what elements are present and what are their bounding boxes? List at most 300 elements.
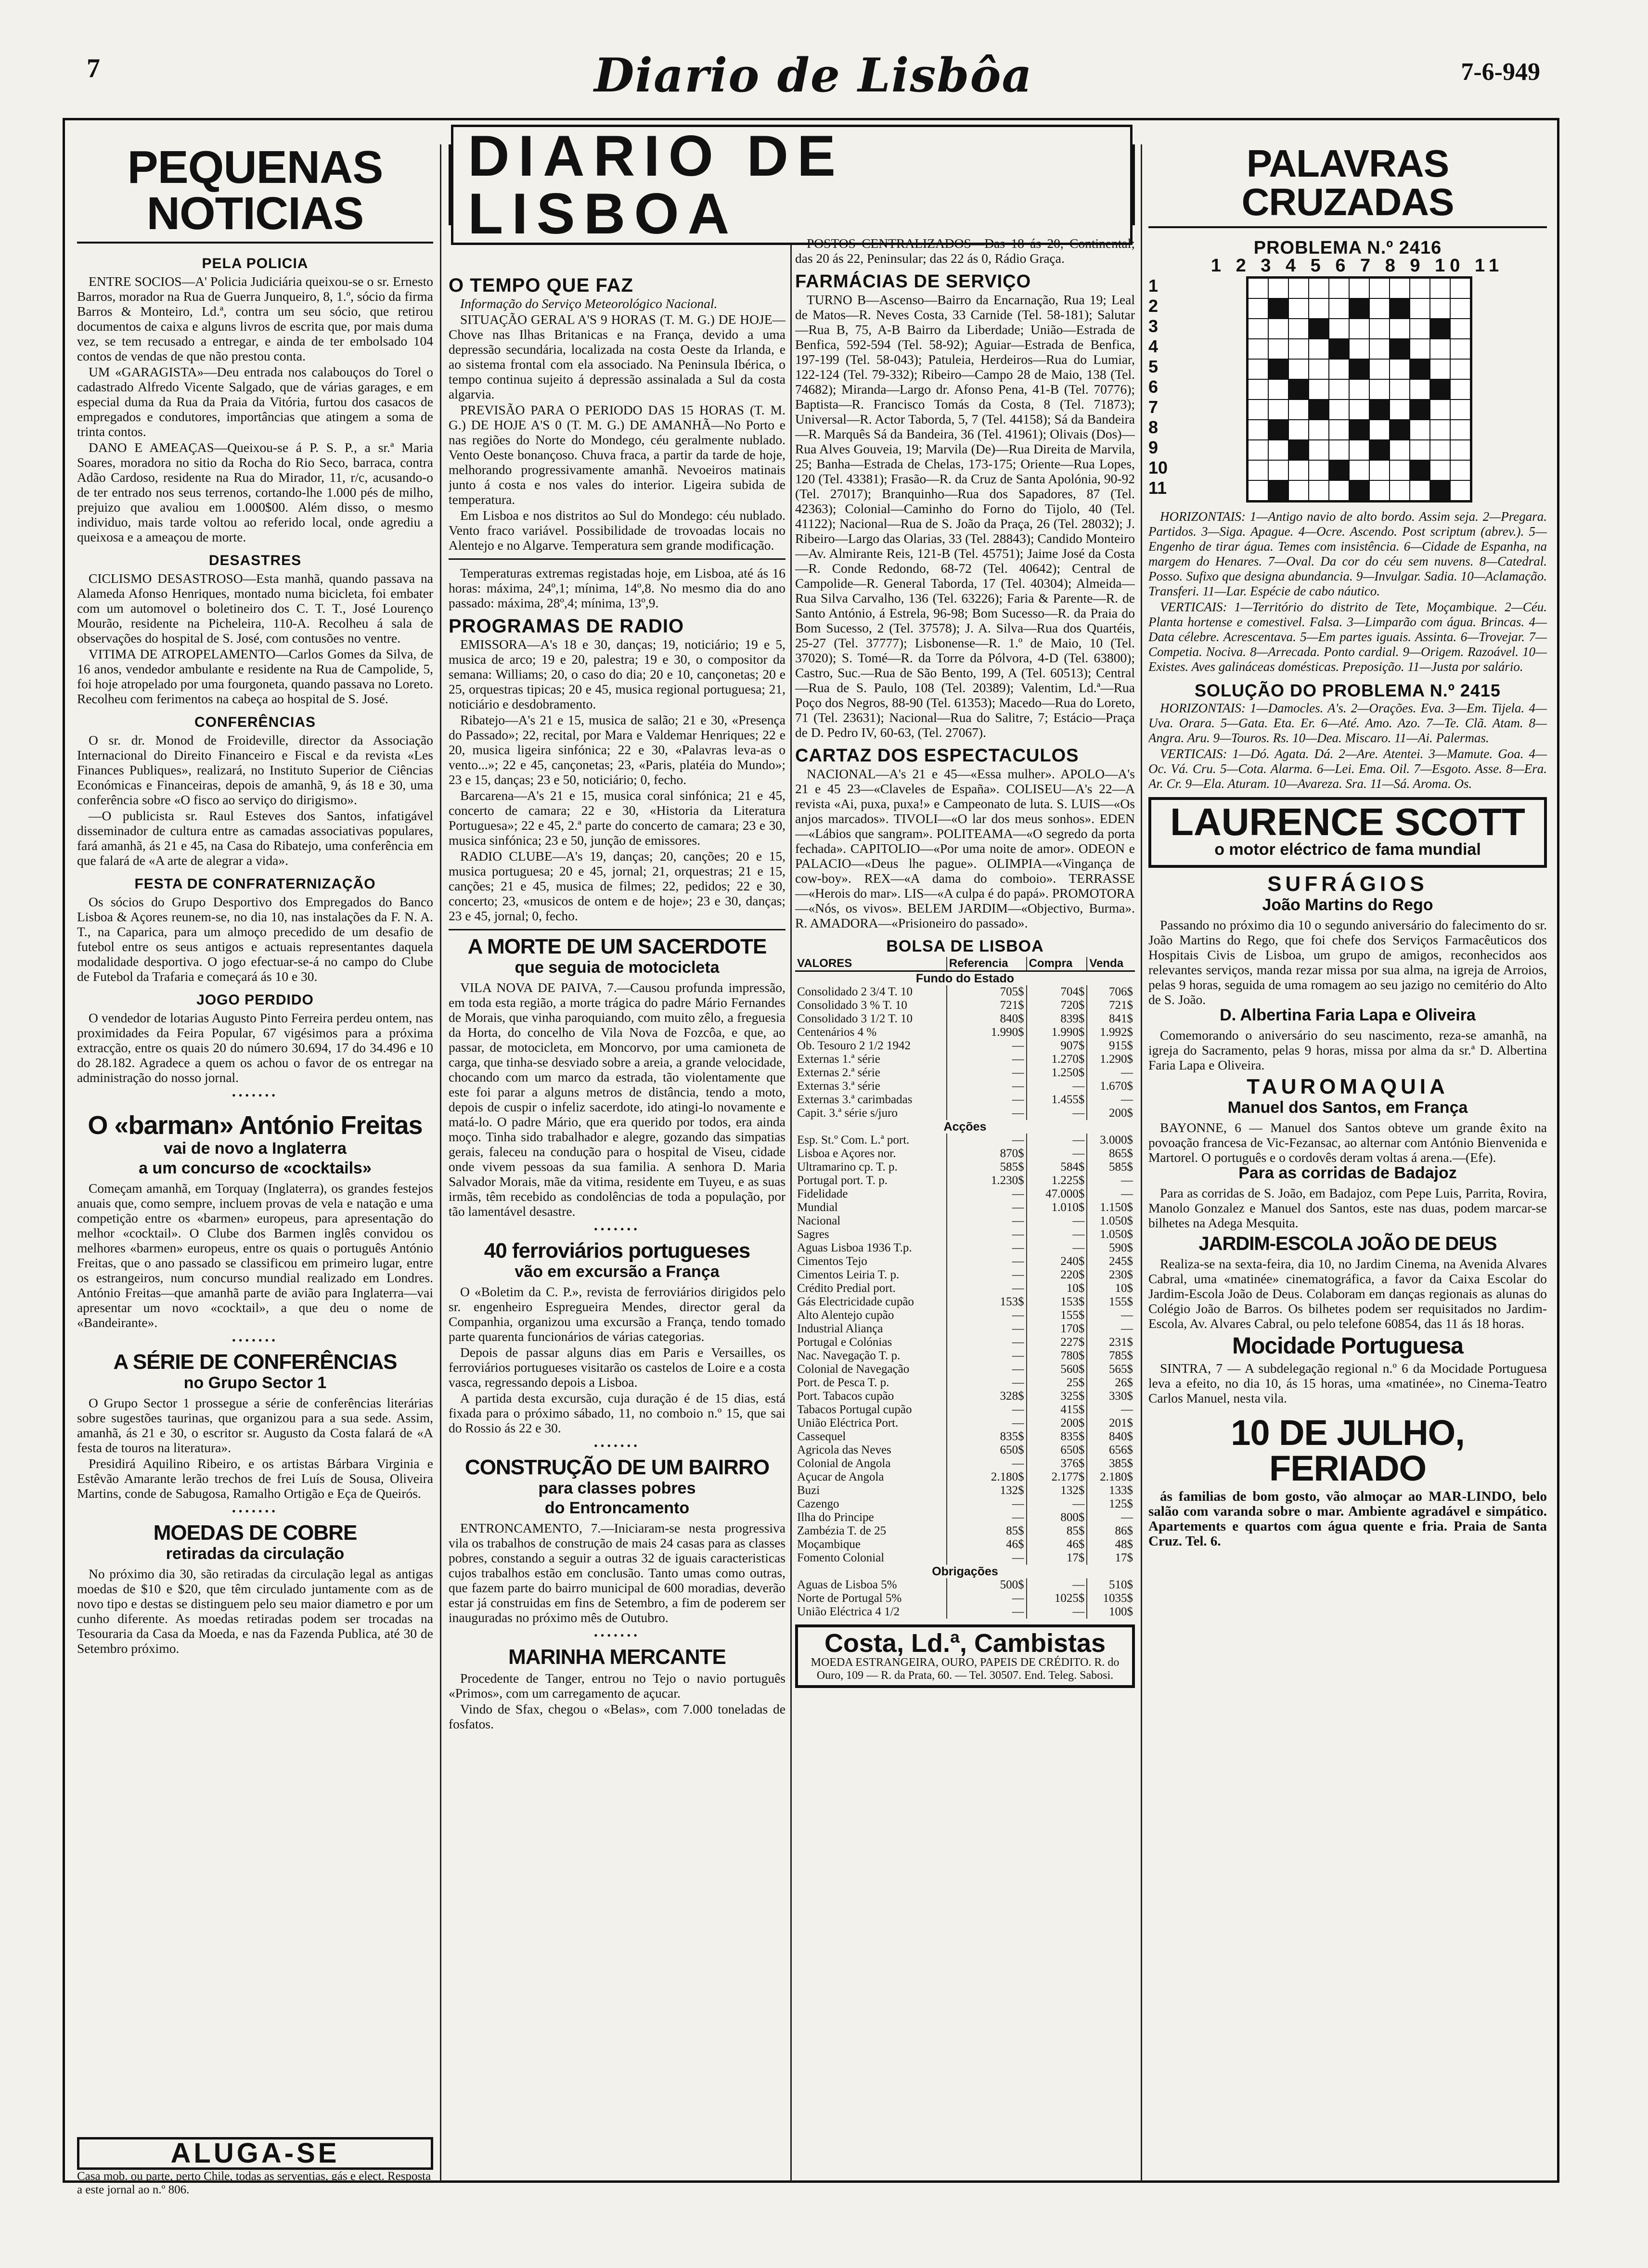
table-cell: 46$ xyxy=(947,1538,1027,1551)
table-cell: — xyxy=(947,1349,1027,1363)
crossword-row-number: 11 xyxy=(1148,478,1167,498)
crossword-cell xyxy=(1369,339,1390,359)
crossword-cell xyxy=(1390,359,1410,379)
ad-text: MOEDA ESTRANGEIRA, OURO, PAPEIS DE CRÉDITO. R. do Ouro, 109 — R. da Prata, 60. — Tel. 30507. End. Teleg. Sabosi. xyxy=(811,1656,1120,1682)
crossword-cell xyxy=(1248,480,1268,501)
crossword-cell xyxy=(1410,440,1430,460)
table-cell: 1.050$ xyxy=(1087,1214,1135,1228)
crossword-cell xyxy=(1450,460,1470,480)
crossword-cell xyxy=(1450,420,1470,440)
crossword-cell xyxy=(1410,278,1430,298)
crossword-cell xyxy=(1349,278,1369,298)
article-headline: JARDIM-ESCOLA JOÃO DE DEUS xyxy=(1198,1233,1497,1254)
article-subheadline: D. Albertina Faria Lapa e Oliveira xyxy=(1220,1006,1476,1024)
crossword-cell xyxy=(1248,339,1268,359)
crossword-row-numbers xyxy=(1148,278,1168,503)
crossword-cell xyxy=(1288,440,1309,460)
column-2 xyxy=(449,270,785,2181)
table-cell: 2.180$ xyxy=(947,1470,1027,1484)
table-cell: 585$ xyxy=(947,1160,1027,1174)
stock-table xyxy=(795,957,1135,1619)
table-cell: 201$ xyxy=(1087,1417,1135,1430)
crossword-cell xyxy=(1268,319,1288,339)
article-paragraph: VILA NOVA DE PAIVA, 7.—Causou profunda impressão, em toda esta região, a morte trágica do padre Mário Fernandes de Morais, que vinha paroquiando, com muito zêlo, a freguesia da Horta, do concelho de Vila Nova de Fozcôa, e que, ao passar, de motocicleta, em Moncorvo, por uma camioneta de carga, que tinha-se desviado sobre a areia, a grande velocidade, chocando com um marco da estrada, tão violentamente que este foi parar a alguns metros de distância, tendo a moto, depois de cuspir o infeliz sacerdote, ido atingi-lo novamente e matá-lo. O padre Mário, que era querido por todos, era ainda moço. Tinha sido trabalhador e alegre, gozando das simpatias gerais, faleceu na condução para o hospital de Viseu, cidade onde vivem pessoas da sua familia. A senhora D. Maria Salvador Morais, mãe da vitima, residente em Tuyeu, e as suas irmãs, têm recebido as condolências de toda a população, por tão lamentável desastre. xyxy=(449,980,785,1219)
table-cell: 650$ xyxy=(947,1443,1027,1457)
separator: ••••••• xyxy=(232,1089,278,1101)
table-group-heading: Acções xyxy=(943,1120,987,1134)
crossword-cell xyxy=(1248,298,1268,319)
article-paragraph: TURNO B—Ascenso—Bairro da Encarnação, Rua 19; Leal de Matos—R. Neves Costa, 33 Carnide (Tel. 58-181); Salutar—Rua B, 75, A-B Bairro da Liberdade; União—Estrada de Benfica, 592-594 (Tel. 58-92); Aguiar—Estrada de Benfica, 197-199 (Tel. 58-043); Patuleia, Herdeiros—Rua do Lumiar, 122-124 (Tel. 79-332); Ribeiro—Campo 28 de Maio, 138 (Tel. 74682); Miranda—Largo dr. Afonso Pena, 41-B (Tel. 70776); Baptista—R. Francisco Tomás da Costa, 8 (Tel. 71873); Universal—R. Actor Taborda, 5, 7 (Tel. 44158); Sá da Bandeira—R. Marquês Sá da Bandeira, 36 (Tel. 41961); Olivais (Dos)—Rua Alves Gouveia, 19; Marvila (De)—Rua Direita de Marvila, 25; Banha—Estrada de Chelas, 173-175; Oriente—Rua Lopes, 120 (Tel. 43381); Frasão—R. da Cruz de Santa Apolónia, 90-92 (Tel. 27017); Branquinho—Rua dos Sapadores, 87 (Tel. 42363); Colonial—Caminho do Forno do Tijolo, 40 (Tel. 41122); Nacional—Rua de S. João da Praça, 26 (Tel. 28032); J. Ribeiro—Largo das Olarias, 33 (Tel. 28843); Candido Monteiro—Av. Almirante Reis, 121-B (Tel. 45751); Jaime José da Costa—R. Conde Redondo, 68-72 (Tel. 40642); Central de Campolide—R. General Taborda, 17 (Tel. 40304); Almeida—Rua Silva Carvalho, 136 (Tel. 63226); Faria & Parente—R. de Santo António, á Estrela, 96-98; Bom Sucesso—R. da Praia do Bom Sucesso, 2 (Tel. 37578); J. A. Silva—Rua dos Quartéis, 25-27 (Tel. 37777); Lisbonense—R. 1.º de Maio, 10 (Tel. 37020); S. Tomé—R. da Torre da Pólvora, 4-D (Tel. 63800); Castro, Suc.—Rua de São Bento, 199, A (Tel. 60513); Central—Rua de S. Paulo, 108 (Tel. 20389); Valentim, Ld.ª—Rua Poço dos Negros, 88-90 (Tel. 61353); Macedo—Rua do Loreto, 71 (Tel. 23631); Nacional—Rua do Salitre, 7; Estácio—Praça de D. Pedro IV, 60-63, (Tel. 27067). xyxy=(795,292,1135,740)
article-paragraph: SITUAÇÃO GERAL A'S 9 HORAS (T. M. G.) DE HOJE—Chove nas Ilhas Britanicas e na França, devido a uma depressão secundária, localizada na costa Oeste da Irlanda, e ao sistema frontal com ela associado. Na Peninsula Ibérica, o tempo continua sujeito á depressão assinalada a Sul da costa algarvia. xyxy=(449,312,785,401)
table-cell: — xyxy=(947,1039,1027,1053)
news-paragraph: DANO E AMEAÇAS—Queixou-se á P. S. P., a sr.ª Maria Soares, moradora no sitio da Rocha do Rio Seco, barraca, contra Adão Cardoso, residente na Rua do Mirador, 11, r/c, acusando-o de ter entrado nos seus terrenos, cortando-lhe 1.000 pés de milho, prejuizo que avaliou em 1.000$00. Além disso, o mesmo individuo, mais tarde voltou ao referido local, onde agrediu a queixosa e a ameaçou de morte. xyxy=(77,440,433,544)
crossword-cell xyxy=(1268,399,1288,420)
crossword-cell xyxy=(1268,379,1288,399)
table-cell: Cazengo xyxy=(797,1497,839,1510)
table-row xyxy=(795,1417,1135,1430)
article-paragraph: Começam amanhã, em Torquay (Inglaterra), os grandes festejos anuais que, como sempre, incluem provas de vela e natação e uma competição entre os «barmen» europeus, para apresentação do melhor «cocktail». O Clube dos Barmen inglês convidou os melhores «barmen» europeus, entre os quais o português António Freitas, que o ano passado se classificou em primeiro lugar, entre os estrangeiros, num concurso mundial realizado em Londres. António Freitas—que amanhã parte de avião para Inglaterra—vai apresentar um novo «cocktail», a que deu o nome de «Bandeirante». xyxy=(77,1181,433,1330)
article-subheadline: Informação do Serviço Meteorológico Nacional. xyxy=(460,296,718,311)
table-cell: — xyxy=(1087,1187,1135,1201)
crossword-cell xyxy=(1450,480,1470,501)
crossword-row-number: 7 xyxy=(1148,397,1159,417)
table-cell: Agricola das Neves xyxy=(797,1443,891,1456)
crossword-cell xyxy=(1390,339,1410,359)
table-cell: 500$ xyxy=(947,1578,1027,1592)
table-cell: 705$ xyxy=(947,985,1027,999)
table-cell: 17$ xyxy=(1087,1551,1135,1565)
crossword-cell xyxy=(1369,440,1390,460)
table-cell: — xyxy=(1027,1578,1087,1592)
table-cell: 153$ xyxy=(947,1295,1027,1309)
table-row xyxy=(795,1160,1135,1174)
table-cell: — xyxy=(947,1309,1027,1322)
advertisement xyxy=(795,1624,1135,1688)
table-cell: Nac. Navegação T. p. xyxy=(797,1349,901,1362)
article-paragraph: BAYONNE, 6 — Manuel dos Santos obteve um grande êxito na povoação francesa de Vic-Fezansac, ao alternar com António Bienvenida e Martorel. O português e o cordovês deram voltas á arena.—(Efe). xyxy=(1148,1120,1547,1165)
crossword-cell xyxy=(1450,359,1470,379)
crossword-cell xyxy=(1430,298,1450,319)
crossword-cell xyxy=(1390,440,1410,460)
crossword-cell xyxy=(1430,278,1450,298)
table-cell: Gás Electricidade cupão xyxy=(797,1295,914,1308)
crossword-row-number: 9 xyxy=(1148,438,1159,457)
crossword-cell xyxy=(1268,359,1288,379)
table-row xyxy=(795,1470,1135,1484)
table-cell: Açucar de Angola xyxy=(797,1470,884,1483)
table-cell: 325$ xyxy=(1027,1390,1087,1403)
ad-text: ás familias de bom gosto, vão almoçar ao MAR-LINDO, belo salão com varanda sobre o mar. Ambiente agradável e simpático. Apartements e quartos com água quente e fria. Praia de Santa Cruz. Tel. 6. xyxy=(1148,1489,1547,1549)
table-cell: Aguas Lisboa 1936 T.p. xyxy=(797,1241,912,1254)
crossword-clues-vertical: VERTICAIS: 1—Território do distrito de Tete, Moçambique. 2—Céu. Planta hortense e comestivel. Falsa. 3—Limparão com água. Brincas. 4—Data célebre. Acrescentava. 5—Em partes iguais. Assinta. 6—Trovejar. 7—Competia. Nociva. 8—Arrecada. Ponto cardial. 9—Origem. Razoável. 10—Existes. Aves galináceas domésticas. Preposição. 11—Justa por salário. xyxy=(1148,600,1547,674)
table-cell: Norte de Portugal 5% xyxy=(797,1592,902,1605)
crossword-cell xyxy=(1349,339,1369,359)
table-cell: Port. de Pesca T. p. xyxy=(797,1376,889,1389)
table-cell: Buzi xyxy=(797,1484,820,1497)
crossword-cell xyxy=(1329,460,1349,480)
table-cell: 780$ xyxy=(1027,1349,1087,1363)
crossword-cell xyxy=(1309,319,1329,339)
table-cell: 721$ xyxy=(1087,999,1135,1012)
table-cell: — xyxy=(947,1551,1027,1565)
article-paragraph: ENTRONCAMENTO, 7.—Iniciaram-se nesta progressiva vila os trabalhos de construção de mais 24 casas para as classes pobres, constando a seguir a outras 32 de iguais caracteristicas cujos trabalhos estão em conclusão. Tanto umas como outras, que fazem parte do bairro municipal de 600 moradias, deverão estar já construidas em fins de Setembro, a fim de poderem ser inauguradas no próximo mês de Outubro. xyxy=(449,1521,785,1625)
table-cell: 1.010$ xyxy=(1027,1201,1087,1214)
table-group-heading: Obrigações xyxy=(932,1565,998,1578)
crossword-cell xyxy=(1369,399,1390,420)
column-divider xyxy=(440,144,441,2181)
table-cell: 231$ xyxy=(1087,1336,1135,1349)
table-cell: — xyxy=(1087,1093,1135,1107)
table-row xyxy=(795,1026,1135,1039)
crossword-cell xyxy=(1410,420,1430,440)
solution-horizontal: HORIZONTAIS: 1—Damocles. A's. 2—Orações. Eva. 3—Em. Tijela. 4—Uva. Orara. 5—Gata. Eta. Er. 6—Até. Amo. Azo. 7—Te. Clã. Atam. 8—Angra. Aru. 9—Touros. Rs. 10—Dea. Miscaro. 11—Ai. Palermas. xyxy=(1148,701,1547,745)
table-row xyxy=(795,1592,1135,1605)
crossword-cell xyxy=(1268,298,1288,319)
crossword-cell xyxy=(1288,359,1309,379)
table-cell: Ilha do Principe xyxy=(797,1511,874,1524)
table-cell: Fidelidade xyxy=(797,1187,848,1200)
table-row xyxy=(795,1295,1135,1309)
crossword-cell xyxy=(1248,420,1268,440)
table-cell: 132$ xyxy=(947,1484,1027,1497)
crossword-cell xyxy=(1309,339,1329,359)
table-cell: 1.150$ xyxy=(1087,1201,1135,1214)
divider xyxy=(449,929,785,930)
table-cell: 170$ xyxy=(1027,1322,1087,1336)
article-paragraph: Para as corridas de S. João, em Badajoz, com Pepe Luis, Parrita, Rovira, Manolo Gonzalez e Manuel dos Santos, este nas duas, podem marcar-se bilhetes na Adega Mesquita. xyxy=(1148,1186,1547,1230)
table-cell: 1.270$ xyxy=(1027,1053,1087,1066)
crossword-cell xyxy=(1288,480,1309,501)
table-cell: 585$ xyxy=(1087,1160,1135,1174)
table-cell: 915$ xyxy=(1087,1039,1135,1053)
article-headline: CARTAZ DOS ESPECTACULOS xyxy=(795,746,1079,766)
column-4 xyxy=(1148,144,1547,2181)
table-cell: — xyxy=(947,1282,1027,1295)
article-headline: Mocidade Portuguesa xyxy=(1232,1333,1463,1359)
table-cell: Crédito Predial port. xyxy=(797,1282,896,1295)
table-cell: 870$ xyxy=(947,1147,1027,1160)
table-cell: 720$ xyxy=(1027,999,1087,1012)
table-cell: Ultramarino cp. T. p. xyxy=(797,1160,898,1173)
table-cell: — xyxy=(947,1201,1027,1214)
article-paragraph: POSTOS CENTRALIZADOS—Das 18 ás 20, Continental; das 20 ás 22, Peninsular; das 22 ás 0, Rádio Graça. xyxy=(795,236,1135,266)
table-row xyxy=(795,1214,1135,1228)
crossword-cell xyxy=(1349,319,1369,339)
article-paragraph: No próximo dia 30, são retiradas da circulação legal as antigas moedas de $10 e $20, que têm circulado juntamente com as de novo tipo e destas se distinguem pelo seu maior diametro e por um cunho diferente. As moedas retiradas podem ser trocadas na Tesouraria da Casa da Moeda, e nas da Fazenda Publica, até 30 de Setembro próximo. xyxy=(77,1566,433,1656)
crossword-cell xyxy=(1430,420,1450,440)
table-cell: — xyxy=(1027,1241,1087,1255)
article-headline: O «barman» António Freitas xyxy=(88,1111,423,1140)
separator: ••••••• xyxy=(232,1334,278,1346)
table-row xyxy=(795,1524,1135,1538)
table-row xyxy=(795,1201,1135,1214)
newspaper-title: Diario de Lisbôa xyxy=(594,48,1033,103)
news-paragraph: O vendedor de lotarias Augusto Pinto Ferreira perdeu ontem, nas proximidades da Feira Popular, 67 vigésimos para a próxima extracção, entre os quais 20 do número 30.694, 17 do 34.496 e 10 do 28.182. Agradece a quem os achou o favor de os entregar na administração do nosso jornal. xyxy=(77,1010,433,1085)
article-paragraph: Ribatejo—A's 21 e 15, musica de salão; 21 e 30, «Presença do Passado»; 22, recital, por Mara e Valdemar Henriques; 22 e 20, musica ligeira sinfónica; 22 e 30, «Palavras leva-as o vento...»; 22 e 45, cançonetas; 23, «Paris, platéia do Mundo»; 23 e 15, danças; 23 e 50, noticiário; 0, fecho. xyxy=(449,712,785,787)
table-row xyxy=(795,1147,1135,1160)
table-cell: 240$ xyxy=(1027,1255,1087,1268)
news-paragraph: UM «GARAGISTA»—Deu entrada nos calabouços do Torel o cadastrado Alfredo Vicente Salgado, que de várias garages, e em especial duma da Rua da Praia da Vitória, furtou dos casacos de empregados e condutores, importâncias que atingem a soma de trinta contos. xyxy=(77,364,433,439)
crossword-cell xyxy=(1390,460,1410,480)
crossword-row-number: 3 xyxy=(1148,316,1159,336)
table-cell: União Eléctrica Port. xyxy=(797,1417,899,1430)
news-paragraph: —O publicista sr. Raul Esteves dos Santos, infatigável disseminador de cultura entre as camadas associativas populares, fará amanhã, ás 21 e 45, na Casa do Ribatejo, uma conferência em que falará de «A arte de alegrar a vida». xyxy=(77,808,433,868)
table-cell: — xyxy=(1027,1605,1087,1619)
crossword-cell xyxy=(1288,460,1309,480)
crossword-cell xyxy=(1329,319,1349,339)
crossword-cell xyxy=(1288,298,1309,319)
table-header-cell: Referencia xyxy=(947,957,1027,971)
table-cell: 1.290$ xyxy=(1087,1053,1135,1066)
separator: ••••••• xyxy=(594,1440,640,1452)
table-row xyxy=(795,1390,1135,1403)
crossword-cell xyxy=(1410,480,1430,501)
article-headline: 40 ferroviários portugueses xyxy=(484,1239,750,1263)
table-cell: — xyxy=(947,1187,1027,1201)
table-cell: Sagres xyxy=(797,1228,829,1241)
table-cell: — xyxy=(1087,1309,1135,1322)
table-cell: 721$ xyxy=(947,999,1027,1012)
table-cell: — xyxy=(947,1107,1027,1120)
crossword-cell xyxy=(1450,278,1470,298)
table-cell: 330$ xyxy=(1087,1390,1135,1403)
table-row xyxy=(795,1484,1135,1497)
news-paragraph: ENTRE SOCIOS—A' Policia Judiciária queixou-se o sr. Ernesto Barros, morador na Rua de Guerra Junqueiro, 8, 1.º, sócio da firma Barros & Monteiro, Ld.ª, contra um seu sócio, que retirou documentos de caixa e alguns livros de escrita que, por mais duma vez, se tem recusado a entregar, e ainda de ter embolsado 104 contos de vendas de que não prestou conta. xyxy=(77,274,433,363)
table-cell: 10$ xyxy=(1087,1282,1135,1295)
table-cell: 328$ xyxy=(947,1390,1027,1403)
crossword-cell xyxy=(1268,460,1288,480)
crossword-cell xyxy=(1248,440,1268,460)
crossword-cell xyxy=(1309,440,1329,460)
table-cell: 46$ xyxy=(1027,1538,1087,1551)
table-cell: Consolidado 2 3/4 T. 10 xyxy=(797,985,913,998)
table-row xyxy=(795,1241,1135,1255)
table-cell: — xyxy=(947,1336,1027,1349)
crossword-cell xyxy=(1390,420,1410,440)
table-cell: — xyxy=(947,1228,1027,1241)
article-headline: MARINHA MERCANTE xyxy=(508,1645,726,1669)
crossword-row-number: 8 xyxy=(1148,417,1159,437)
table-cell: Tabacos Portugal cupão xyxy=(797,1403,912,1416)
table-cell: Aguas de Lisboa 5% xyxy=(797,1578,897,1591)
table-cell: Cimentos Leiria T. p. xyxy=(797,1268,900,1281)
table-cell: 10$ xyxy=(1027,1282,1087,1295)
table-cell: 26$ xyxy=(1087,1376,1135,1390)
page-header xyxy=(87,48,1540,106)
table-header-cell: VALORES xyxy=(795,957,947,971)
article-paragraph: Presidirá Aquilino Ribeiro, e os artistas Bárbara Virginia e Estêvão Amarante lerão trechos de frei Luís de Sousa, Oliveira Martins, conde de Sabugosa, Ramalho Ortigão e Eça de Queirós. xyxy=(77,1456,433,1501)
table-cell: 230$ xyxy=(1087,1268,1135,1282)
table-row xyxy=(795,985,1135,999)
crossword-cell xyxy=(1349,359,1369,379)
table-cell: 25$ xyxy=(1027,1376,1087,1390)
table-cell: — xyxy=(947,1403,1027,1417)
article-headline: A SÉRIE DE CONFERÊNCIAS xyxy=(113,1350,397,1374)
article-paragraph: O Grupo Sector 1 prossegue a série de conferências literárias sobre sugestões taurinas, que organizou para a sua sede. Assim, amanhã, ás 21 e 30, o escritor sr. Augusto da Costa falará de «A festa de touros na literatura». xyxy=(77,1395,433,1455)
crossword-cell xyxy=(1268,440,1288,460)
table-cell: 785$ xyxy=(1087,1349,1135,1363)
article-paragraph: Em Lisboa e nos distritos ao Sul do Mondego: céu nublado. Vento fraco variável. Possibilidade de trovoadas locais no Alentejo e no Algarve. Temperatura sem grande modificação. xyxy=(449,508,785,553)
column-1 xyxy=(77,144,433,2181)
ad-headline: ALUGA-SE xyxy=(77,2137,433,2170)
table-cell: Nacional xyxy=(797,1214,841,1227)
article-headline: PROGRAMAS DE RADIO xyxy=(449,616,684,637)
table-cell: 800$ xyxy=(1027,1511,1087,1524)
crossword-cell xyxy=(1349,440,1369,460)
news-paragraph: O sr. dr. Monod de Froideville, director da Associação Internacional do Direito Financeiro e Fiscal e da revista «Les Finances Publiques», realizará, no Instituto Superior de Ciências Económicas e Financeiras, depois de amanhã, 9, ás 18 e 30, uma conferência sobre «O fisco ao serviço do dirigismo». xyxy=(77,733,433,807)
table-row xyxy=(795,1349,1135,1363)
divider xyxy=(449,558,785,560)
table-cell: Portugal port. T. p. xyxy=(797,1174,888,1187)
table-cell: 839$ xyxy=(1027,1012,1087,1026)
table-cell: 510$ xyxy=(1087,1578,1135,1592)
table-cell: Cimentos Tejo xyxy=(797,1255,867,1268)
table-cell: 415$ xyxy=(1027,1403,1087,1417)
crossword-cell xyxy=(1369,460,1390,480)
table-cell: 565$ xyxy=(1087,1363,1135,1376)
table-cell: Externas 3.ª série xyxy=(797,1080,880,1093)
article-subheadline: retiradas da circulação xyxy=(166,1545,345,1563)
table-cell: — xyxy=(947,1592,1027,1605)
table-row xyxy=(795,1039,1135,1053)
table-cell: 704$ xyxy=(1027,985,1087,999)
crossword-cell xyxy=(1288,379,1309,399)
article-subheadline: vai de novo a Inglaterra xyxy=(164,1139,347,1158)
crossword-cell xyxy=(1268,339,1288,359)
article-paragraph: A partida desta excursão, cuja duração é de 15 dias, está fixada para o próximo sábado, 11, no comboio n.º 15, que sai do Rossio ás 22 e 30. xyxy=(449,1391,785,1435)
crossword-row-number: 4 xyxy=(1148,336,1159,356)
table-row xyxy=(795,1443,1135,1457)
table-cell: — xyxy=(947,1134,1027,1147)
table-cell: — xyxy=(1027,1080,1087,1093)
article-headline: CONSTRUÇÃO DE UM BAIRRO xyxy=(464,1456,770,1479)
table-row xyxy=(795,1107,1135,1120)
table-cell: — xyxy=(947,1511,1027,1524)
subsection-heading: PELA POLICIA xyxy=(202,256,309,271)
crossword-cell xyxy=(1390,319,1410,339)
table-cell: 100$ xyxy=(1087,1605,1135,1619)
crossword-cell xyxy=(1288,319,1309,339)
crossword-cell xyxy=(1248,278,1268,298)
article-paragraph: RADIO CLUBE—A's 19, danças; 20, canções; 20 e 15, musica portuguesa; 20 e 45, jornal; 21, orquestras; 21 e 15, canções; 21 e 45, musica de filmes; 22, pedidos; 22 e 30, concerto; 23, «musicos de ontem e de hoje»; 23 e 30, danças; 23 e 45, jornal; 0, fecho. xyxy=(449,849,785,923)
crossword-cell xyxy=(1430,440,1450,460)
masthead-text: DIARIO DE LISBOA xyxy=(451,125,1133,245)
ad-text: o motor eléctrico de fama mundial xyxy=(1214,840,1481,859)
table-cell: 706$ xyxy=(1087,985,1135,999)
table-cell: 47.000$ xyxy=(1027,1187,1087,1201)
table-row xyxy=(795,1403,1135,1417)
crossword-cell xyxy=(1410,339,1430,359)
table-cell: 155$ xyxy=(1087,1295,1135,1309)
table-row xyxy=(795,1430,1135,1443)
table-cell: — xyxy=(947,1066,1027,1080)
ad-text: Casa mob. ou parte, perto Chile, todas as serventias, gás e elect. Resposta a este jornal ao n.º 806. xyxy=(77,2170,431,2196)
crossword-cell xyxy=(1430,339,1450,359)
crossword-cell xyxy=(1248,359,1268,379)
crossword-cell xyxy=(1329,298,1349,319)
table-cell: — xyxy=(947,1214,1027,1228)
table-row xyxy=(795,1268,1135,1282)
table-row xyxy=(795,1012,1135,1026)
table-cell: — xyxy=(947,1363,1027,1376)
crossword-cell xyxy=(1390,278,1410,298)
table-cell: 17$ xyxy=(1027,1551,1087,1565)
table-row xyxy=(795,1322,1135,1336)
article-headline: MOEDAS DE COBRE xyxy=(153,1521,357,1545)
crossword-cell xyxy=(1430,399,1450,420)
crossword-cell xyxy=(1369,298,1390,319)
article-headline: O TEMPO QUE FAZ xyxy=(449,275,633,296)
table-row xyxy=(795,1066,1135,1080)
crossword-cell xyxy=(1430,359,1450,379)
table-row xyxy=(795,1174,1135,1187)
crossword-row-number: 6 xyxy=(1148,377,1159,397)
crossword-cell xyxy=(1288,420,1309,440)
table-header-cell: Compra xyxy=(1027,957,1087,971)
crossword-cell xyxy=(1309,359,1329,379)
table-cell: 840$ xyxy=(947,1012,1027,1026)
ad-headline: LAURENCE SCOTT xyxy=(1170,800,1525,843)
article-subheadline: Para as corridas de Badajoz xyxy=(1238,1164,1457,1182)
table-cell: 656$ xyxy=(1087,1443,1135,1457)
table-cell: 2.177$ xyxy=(1027,1470,1087,1484)
crossword-cell xyxy=(1410,359,1430,379)
table-cell: Colonial de Navegação xyxy=(797,1363,910,1376)
table-row xyxy=(795,1363,1135,1376)
crossword-cell xyxy=(1329,379,1349,399)
table-cell: União Eléctrica 4 1/2 xyxy=(797,1605,900,1618)
crossword-cell xyxy=(1369,278,1390,298)
crossword-cell xyxy=(1309,379,1329,399)
table-cell: Capit. 3.ª série s/juro xyxy=(797,1107,898,1120)
table-cell: Mundial xyxy=(797,1201,838,1214)
table-row xyxy=(795,1255,1135,1268)
table-cell: 1.225$ xyxy=(1027,1174,1087,1187)
crossword-cell xyxy=(1309,399,1329,420)
article-paragraph: Depois de passar alguns dias em Paris e Versailles, os ferroviários portugueses visitarão os castelos de Loire e a costa vasca, regressando depois a Lisboa. xyxy=(449,1345,785,1390)
crossword-cell xyxy=(1369,379,1390,399)
table-cell: 1.455$ xyxy=(1027,1093,1087,1107)
crossword-cell xyxy=(1288,339,1309,359)
table-cell: Alto Alentejo cupão xyxy=(797,1309,894,1322)
table-cell: 1.992$ xyxy=(1087,1026,1135,1039)
table-row xyxy=(795,1309,1135,1322)
article-paragraph: SINTRA, 7 — A subdelegação regional n.º 6 da Mocidade Portuguesa leva a efeito, no dia 10, ás 15 horas, uma «matinée», no Cinema-Teatro Carlos Manuel, nesta vila. xyxy=(1148,1361,1547,1405)
table-cell: 650$ xyxy=(1027,1443,1087,1457)
article-headline: SUFRÁGIOS xyxy=(1267,872,1428,896)
news-paragraph: Os sócios do Grupo Desportivo dos Empregados do Banco Lisboa & Açores reunem-se, no dia 10, nas instalações da F. N. A. T., na Caparica, para um almoço precedido de um desafio de futebol entre os seus antigos e actuais representantes daquela modalidade desportiva. O jogo efectuar-se-á no campo do Clube de Futebol da Trafaria e começará ás 10 e 30. xyxy=(77,894,433,984)
crossword-cell xyxy=(1309,480,1329,501)
article-subheadline: do Entroncamento xyxy=(544,1499,690,1517)
crossword-cell xyxy=(1369,359,1390,379)
table-cell: 1.990$ xyxy=(947,1026,1027,1039)
crossword-row-number: 5 xyxy=(1148,357,1159,376)
table-row xyxy=(795,1093,1135,1107)
table-cell: Moçambique xyxy=(797,1538,861,1551)
crossword-cell xyxy=(1410,460,1430,480)
table-row xyxy=(795,1551,1135,1565)
column-divider xyxy=(1141,144,1142,2181)
crossword-cell xyxy=(1349,379,1369,399)
article-subheadline: para classes pobres xyxy=(538,1479,696,1497)
subsection-heading: CONFERÊNCIAS xyxy=(194,714,316,730)
crossword-cell xyxy=(1349,298,1369,319)
table-cell: 907$ xyxy=(1027,1039,1087,1053)
table-row xyxy=(795,1134,1135,1147)
table-row xyxy=(795,1538,1135,1551)
crossword-cell xyxy=(1369,420,1390,440)
solution-vertical: VERTICAIS: 1—Dó. Agata. Dá. 2—Are. Atentei. 3—Mamute. Goa. 4—Oc. Vá. Cru. 5—Cota. Alarma. 6—Lei. Ema. Oil. 7—Esgoto. Asse. 8—Era. Ar. Cr. 9—Ela. Aturam. 10—Avareza. Sra. 11—Sá. Aroma. Os. xyxy=(1148,747,1547,791)
